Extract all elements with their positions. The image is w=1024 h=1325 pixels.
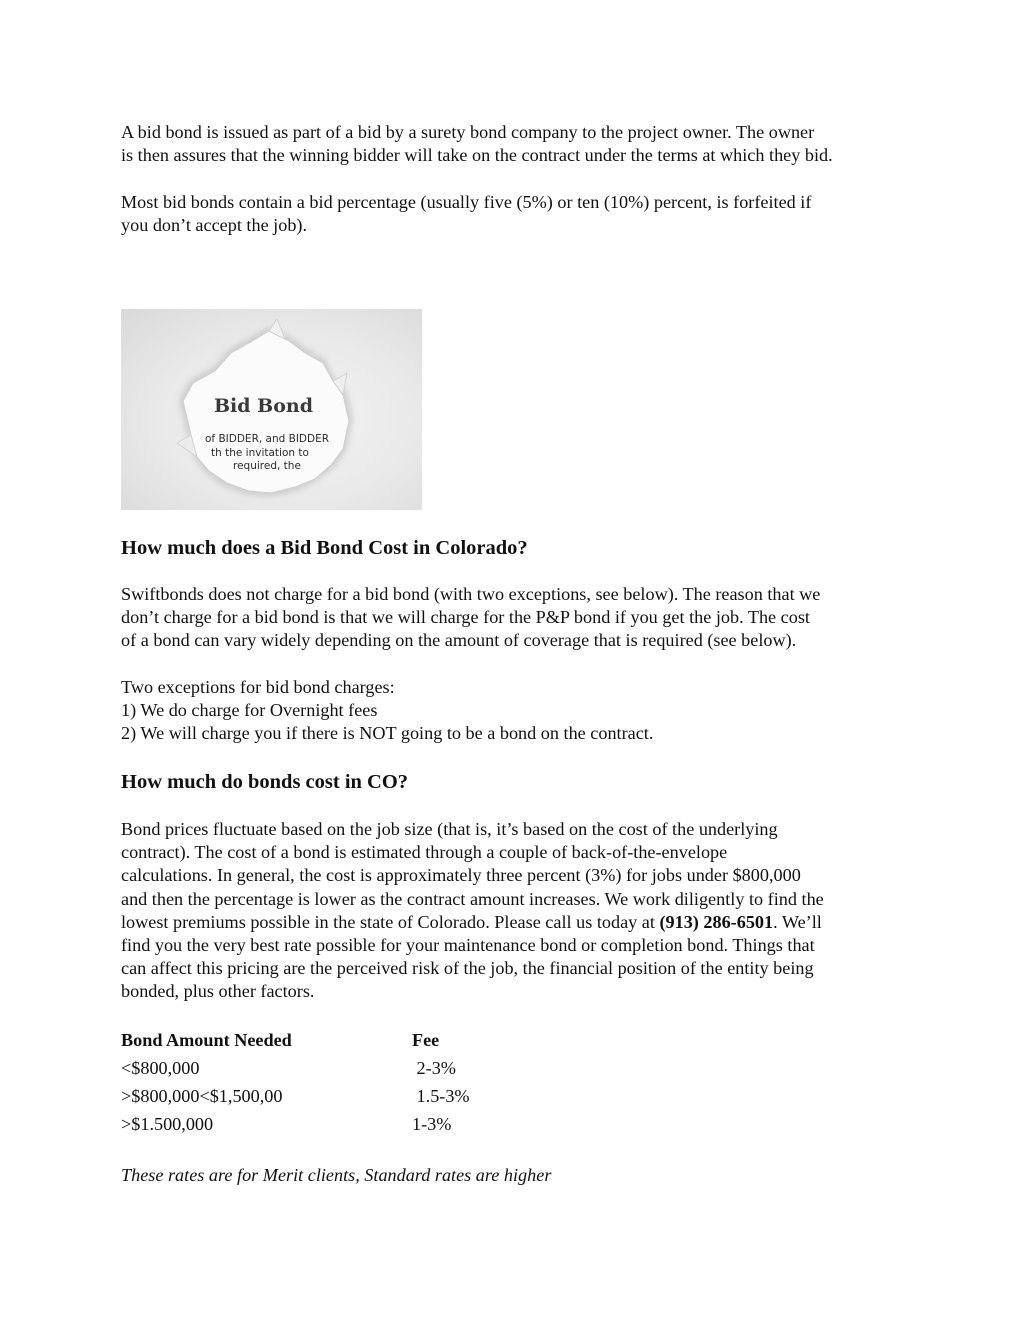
section1-paragraph-2 [121, 676, 911, 746]
text-line: can affect this pricing are the perceived risk of the job, the financial position of the entity being [121, 958, 814, 979]
row-amount: >$1.500,000 [121, 1114, 214, 1134]
image-text-line: th the invitation to [211, 447, 309, 459]
text-line: 1) We do charge for Overnight fees [121, 700, 378, 721]
row-fee: 1-3% [412, 1114, 452, 1134]
text-segment: lowest premiums possible in the state of Colorado. Please call us today at [121, 911, 660, 932]
text-line: you don’t accept the job). [121, 215, 308, 236]
text-segment: . We’ll [773, 911, 822, 932]
text-line: Bond prices fluctuate based on the job size (that is, it’s based on the cost of the underlying [121, 819, 778, 839]
row-fee: 2-3% [412, 1058, 456, 1078]
intro-paragraph-1 [121, 121, 911, 167]
section-heading-bond-cost-co: How much do bonds cost in CO? [121, 771, 409, 793]
text-line [121, 911, 911, 934]
text-line: A bid bond is issued as part of a bid by a surety bond company to the project owner. The owner [121, 122, 815, 142]
section-heading-cost-colorado: How much does a Bid Bond Cost in Colorado? [121, 537, 528, 559]
text-line: find you the very best rate possible for your maintenance bond or completion bond. Things that [121, 935, 815, 956]
text-line: don’t charge for a bid bond is that we will charge for the P&P bond if you get the job. The cost [121, 607, 810, 628]
phone-number[interactable]: (913) 286-6501 [659, 911, 774, 932]
text-line: of a bond can vary widely depending on the amount of coverage that is required (see below). [121, 630, 797, 651]
text-line: Most bid bonds contain a bid percentage (usually five (5%) or ten (10%) percent, is forfeited if [121, 192, 812, 212]
row-amount: >$800,000<$1,500,00 [121, 1086, 283, 1106]
image-text-line: required, the [233, 460, 301, 472]
text-line: and then the percentage is lower as the contract amount increases. We work diligently to find the [121, 888, 824, 909]
header-fee: Fee [412, 1030, 440, 1050]
image-text-line: of BIDDER, and BIDDER [205, 433, 330, 445]
text-line: contract). The cost of a bond is estimated through a couple of back-of-the-envelope [121, 842, 728, 863]
text-line: 2) We will charge you if there is NOT going to be a bond on the contract. [121, 723, 654, 744]
row-amount: <$800,000 [121, 1058, 200, 1078]
text-line: Two exceptions for bid bond charges: [121, 677, 395, 697]
text-line: calculations. In general, the cost is approximately three percent (3%) for jobs under $800,000 [121, 865, 801, 886]
section2-paragraph [121, 818, 911, 1004]
rates-note: These rates are for Merit clients, Standard rates are higher [121, 1165, 552, 1185]
text-line: is then assures that the winning bidder will take on the contract under the terms at which they bid. [121, 145, 833, 166]
header-amount: Bond Amount Needed [121, 1030, 292, 1050]
image-title-text: Bid Bond [214, 395, 314, 417]
text-line: Swiftbonds does not charge for a bid bond (with two exceptions, see below). The reason that we [121, 584, 821, 604]
intro-paragraph-2 [121, 191, 911, 237]
text-line: bonded, plus other factors. [121, 981, 315, 1002]
bid-bond-image [121, 309, 422, 510]
row-fee: 1.5-3% [412, 1086, 470, 1106]
section1-paragraph-1 [121, 583, 911, 653]
